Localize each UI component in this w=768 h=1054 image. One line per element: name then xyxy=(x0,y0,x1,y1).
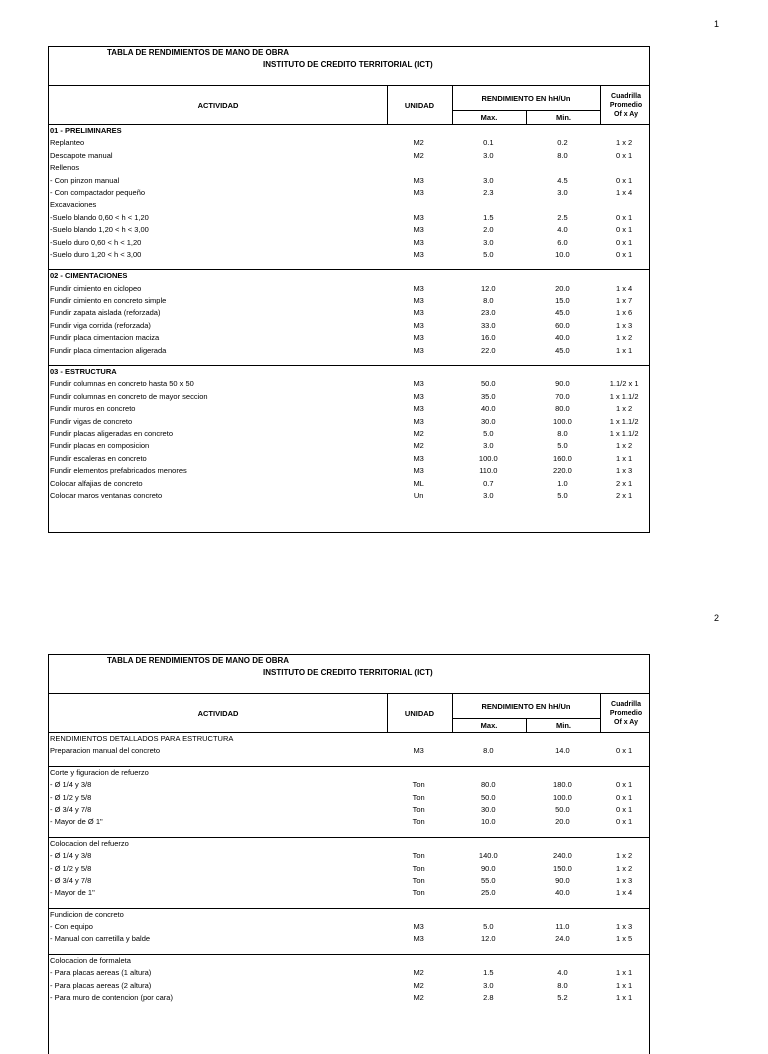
cell-max: 50.0 xyxy=(480,792,496,802)
cell-actividad: Replanteo xyxy=(50,138,85,148)
table-group xyxy=(49,733,649,767)
cell-unidad: M3 xyxy=(413,345,424,355)
cell-unidad: M2 xyxy=(413,150,424,160)
cell-min: 2.5 xyxy=(557,212,568,222)
cell-actividad: -Suelo blando 1,20 < h < 3,00 xyxy=(50,225,149,235)
table-row xyxy=(49,453,649,465)
page-number: 2 xyxy=(714,613,720,623)
cell-min: 40.0 xyxy=(555,888,570,898)
group-title: RENDIMIENTOS DETALLADOS PARA ESTRUCTURA xyxy=(50,734,234,743)
cell-actividad: - Ø 1/2 y 5/8 xyxy=(50,792,92,802)
cell-max: 22.0 xyxy=(480,345,496,355)
table-row xyxy=(49,804,649,816)
table-row xyxy=(49,137,649,149)
table-row xyxy=(49,224,649,236)
cell-cuadrilla: 1 x 1.1/2 xyxy=(609,416,639,426)
cell-cuadrilla: 0 x 1 xyxy=(615,792,633,802)
cell-cuadrilla: 1 x 2 xyxy=(615,441,633,451)
cell-cuadrilla: 1 x 4 xyxy=(615,888,633,898)
cell-max: 2.0 xyxy=(483,225,494,235)
cell-unidad xyxy=(386,199,451,211)
cell-actividad: - Con compactador pequeño xyxy=(50,187,146,197)
cell-cuadrilla: 1 x 4 xyxy=(615,283,633,293)
table-row xyxy=(49,212,649,224)
table-row xyxy=(49,745,649,757)
table-title: TABLA DE RENDIMIENTOS DE MANO DE OBRA xyxy=(107,656,290,665)
cell-min: 3.0 xyxy=(557,187,568,197)
cell-min: 60.0 xyxy=(555,320,570,330)
header-max: Max. xyxy=(452,111,527,124)
table-row xyxy=(49,863,649,875)
cell-max: 40.0 xyxy=(480,404,496,414)
cell-unidad: M3 xyxy=(413,308,424,318)
header-min: Min. xyxy=(527,111,601,124)
header-unidad: UNIDAD xyxy=(387,86,453,124)
cell-cuadrilla: 0 x 1 xyxy=(615,150,633,160)
group-title: 02 - CIMENTACIONES xyxy=(50,271,128,281)
group-title: Colocacion de formaleta xyxy=(50,955,131,965)
cell-max: 3.0 xyxy=(483,980,494,990)
table-row xyxy=(49,465,649,477)
cell-min: 220.0 xyxy=(553,466,572,476)
cell-unidad: M3 xyxy=(413,416,424,426)
cell-max: 33.0 xyxy=(480,320,496,330)
cell-min: 50.0 xyxy=(555,804,570,814)
table-group xyxy=(49,125,649,270)
table-row xyxy=(49,295,649,307)
table-row xyxy=(49,249,649,261)
cell-cuadrilla: 1 x 3 xyxy=(615,320,633,330)
cell-cuadrilla: 1 x 4 xyxy=(615,187,633,197)
cell-actividad: Colocar maros ventanas concreto xyxy=(50,490,163,500)
cell-cuadrilla: 1 x 3 xyxy=(615,466,633,476)
cell-unidad: M3 xyxy=(413,333,424,343)
cell-unidad: Ton xyxy=(412,817,425,827)
cell-min: 100.0 xyxy=(553,792,572,802)
cell-cuadrilla: 2 x 1 xyxy=(615,490,633,500)
cell-max: 25.0 xyxy=(480,888,496,898)
cell-max: 2.3 xyxy=(483,187,494,197)
cell-actividad: - Manual con carretilla y balde xyxy=(50,934,151,944)
cell-max: 50.0 xyxy=(480,379,496,389)
cell-max: 30.0 xyxy=(480,804,496,814)
table-row xyxy=(49,307,649,319)
cell-actividad: Fundir zapata aislada (reforzada) xyxy=(50,308,161,318)
cell-actividad: - Mayor de Ø 1" xyxy=(50,817,103,827)
cell-max: 8.0 xyxy=(483,296,494,306)
cell-unidad: M3 xyxy=(413,320,424,330)
cell-max: 8.0 xyxy=(483,746,494,756)
cell-unidad: Ton xyxy=(412,780,425,790)
cell-actividad: Fundir columnas en concreto hasta 50 x 50 xyxy=(50,379,194,389)
cell-max: 5.0 xyxy=(483,922,494,932)
cell-unidad: Ton xyxy=(412,792,425,802)
cell-cuadrilla xyxy=(599,162,649,174)
group-title-row xyxy=(49,125,649,137)
cell-max: 2.8 xyxy=(483,993,494,1003)
cell-unidad: M3 xyxy=(413,922,424,932)
cell-unidad: Ton xyxy=(412,863,425,873)
cell-max: 3.0 xyxy=(483,150,494,160)
header-cuadrilla-line: Cuadrilla xyxy=(611,700,641,708)
cell-unidad: M3 xyxy=(413,225,424,235)
cell-actividad: Fundir cimiento en concreto simple xyxy=(50,296,167,306)
cell-min: 6.0 xyxy=(557,237,568,247)
table-group xyxy=(49,270,649,366)
table-title: TABLA DE RENDIMIENTOS DE MANO DE OBRA xyxy=(107,48,290,57)
cell-min: 0.2 xyxy=(557,138,568,148)
cell-max: 90.0 xyxy=(480,863,496,873)
cell-actividad: Fundir muros en concreto xyxy=(50,404,136,414)
cell-unidad: M3 xyxy=(413,379,424,389)
cell-unidad: M3 xyxy=(413,237,424,247)
header-cuadrilla-line: Cuadrilla xyxy=(611,92,641,100)
cell-actividad: Fundir placas en composicion xyxy=(50,441,150,451)
cell-cuadrilla: 0 x 1 xyxy=(615,804,633,814)
cell-unidad: M3 xyxy=(413,175,424,185)
table-header xyxy=(49,86,649,125)
cell-cuadrilla: 1 x 1 xyxy=(615,980,633,990)
page-number: 1 xyxy=(714,19,720,29)
cell-actividad: Fundir escaleras en concreto xyxy=(50,453,147,463)
cell-unidad: M3 xyxy=(413,934,424,944)
cell-cuadrilla: 1 x 7 xyxy=(615,296,633,306)
cell-min: 24.0 xyxy=(555,934,570,944)
cell-min: 8.0 xyxy=(557,428,568,438)
cell-unidad: M2 xyxy=(413,968,424,978)
group-title-row xyxy=(49,838,649,850)
cell-actividad: Rellenos xyxy=(50,163,80,173)
cell-cuadrilla: 1 x 3 xyxy=(615,875,633,885)
cell-actividad: Fundir placa cimentacion aligerada xyxy=(50,345,167,355)
header-max: Max. xyxy=(452,719,527,732)
cell-actividad: - Ø 3/4 y 7/8 xyxy=(50,875,92,885)
cell-cuadrilla: 1 x 2 xyxy=(615,138,633,148)
table-row xyxy=(49,967,649,979)
cell-cuadrilla: 1 x 3 xyxy=(615,922,633,932)
cell-unidad: Ton xyxy=(412,875,425,885)
group-title: 03 - ESTRUCTURA xyxy=(50,367,117,377)
cell-min: 15.0 xyxy=(555,296,570,306)
table-group xyxy=(49,955,649,1013)
header-cuadrilla-line: Of x Ay xyxy=(614,110,638,118)
cell-cuadrilla: 1 x 2 xyxy=(615,851,633,861)
cell-unidad: M3 xyxy=(413,249,424,259)
cell-max: 23.0 xyxy=(480,308,496,318)
cell-actividad: - Ø 3/4 y 7/8 xyxy=(50,804,92,814)
table-row xyxy=(49,921,649,933)
cell-actividad: -Suelo duro 1,20 < h < 3,00 xyxy=(50,249,142,259)
cell-min: 160.0 xyxy=(553,453,572,463)
table-row xyxy=(49,440,649,452)
cell-cuadrilla: 2 x 1 xyxy=(615,478,633,488)
cell-cuadrilla: 0 x 1 xyxy=(615,249,633,259)
cell-actividad: - Para muro de contencion (por cara) xyxy=(50,993,173,1003)
cell-actividad: Fundir columnas en concreto de mayor seccion xyxy=(50,391,208,401)
header-rendimiento: RENDIMIENTO EN hH/Un xyxy=(452,86,601,111)
cell-cuadrilla: 1 x 1.1/2 xyxy=(609,391,639,401)
cell-actividad: - Con equipo xyxy=(50,922,93,932)
cell-max: 3.0 xyxy=(483,441,494,451)
cell-unidad: M3 xyxy=(413,453,424,463)
cell-min: 100.0 xyxy=(553,416,572,426)
cell-min: 8.0 xyxy=(557,150,568,160)
cell-max: 16.0 xyxy=(480,333,496,343)
cell-actividad: -Suelo duro 0,60 < h < 1,20 xyxy=(50,237,142,247)
cell-max: 5.0 xyxy=(483,428,494,438)
table-row xyxy=(49,187,649,199)
cell-max xyxy=(451,162,526,174)
table-row xyxy=(49,779,649,791)
cell-unidad: Un xyxy=(413,490,424,500)
cell-actividad: - Ø 1/2 y 5/8 xyxy=(50,863,92,873)
table-sheet-2 xyxy=(48,654,650,1054)
cell-max: 1.5 xyxy=(483,212,494,222)
cell-actividad: - Para placas aereas (1 altura) xyxy=(50,968,152,978)
header-cuadrilla-line: Promedio xyxy=(609,101,643,109)
table-row xyxy=(49,792,649,804)
table-row xyxy=(49,416,649,428)
cell-actividad: Fundir placas aligeradas en concreto xyxy=(50,428,173,438)
cell-max: 0.1 xyxy=(483,138,494,148)
cell-cuadrilla: 1 x 1 xyxy=(615,993,633,1003)
cell-cuadrilla: 0 x 1 xyxy=(615,780,633,790)
cell-unidad: Ton xyxy=(412,804,425,814)
cell-min: 90.0 xyxy=(555,379,570,389)
cell-unidad: M3 xyxy=(413,404,424,414)
cell-cuadrilla: 1 x 2 xyxy=(615,863,633,873)
cell-min: 5.0 xyxy=(557,441,568,451)
table-row xyxy=(49,199,649,211)
table-row xyxy=(49,175,649,187)
cell-min: 20.0 xyxy=(555,817,570,827)
cell-min: 45.0 xyxy=(555,308,570,318)
cell-min: 40.0 xyxy=(555,333,570,343)
cell-cuadrilla: 0 x 1 xyxy=(615,175,633,185)
cell-actividad: Descapote manual xyxy=(50,150,113,160)
cell-unidad: M3 xyxy=(413,466,424,476)
cell-actividad: Fundir cimiento en ciclopeo xyxy=(50,283,142,293)
cell-actividad: -Suelo blando 0,60 < h < 1,20 xyxy=(50,212,149,222)
cell-cuadrilla: 0 x 1 xyxy=(615,225,633,235)
cell-actividad: - Ø 1/4 y 3/8 xyxy=(50,851,92,861)
cell-min: 45.0 xyxy=(555,345,570,355)
cell-cuadrilla: 1 x 2 xyxy=(615,404,633,414)
table-subtitle: INSTITUTO DE CREDITO TERRITORIAL (ICT) xyxy=(263,60,433,69)
header-cuadrilla-line: Promedio xyxy=(609,709,643,717)
cell-cuadrilla xyxy=(599,199,649,211)
cell-min: 240.0 xyxy=(553,851,572,861)
cell-cuadrilla: 0 x 1 xyxy=(615,237,633,247)
cell-actividad: Colocar alfajias de concreto xyxy=(50,478,143,488)
cell-min: 5.2 xyxy=(557,993,568,1003)
table-row xyxy=(49,980,649,992)
table-title-block xyxy=(49,655,649,694)
cell-max xyxy=(451,199,526,211)
cell-max: 110.0 xyxy=(479,466,498,476)
cell-unidad: M3 xyxy=(413,746,424,756)
table-row xyxy=(49,332,649,344)
cell-unidad: Ton xyxy=(412,888,425,898)
cell-unidad: M3 xyxy=(413,296,424,306)
cell-min: 1.0 xyxy=(557,478,568,488)
table-row xyxy=(49,391,649,403)
cell-min: 14.0 xyxy=(555,746,570,756)
group-title: Colocacion del refuerzo xyxy=(50,838,129,848)
cell-max: 12.0 xyxy=(480,283,496,293)
table-header xyxy=(49,694,649,733)
cell-max: 10.0 xyxy=(480,817,496,827)
cell-min: 70.0 xyxy=(555,391,570,401)
group-title-row xyxy=(49,909,649,921)
group-title-row xyxy=(49,366,649,378)
cell-max: 3.0 xyxy=(483,237,494,247)
header-actividad: ACTIVIDAD xyxy=(49,694,388,732)
cell-max: 5.0 xyxy=(483,249,494,259)
table-row xyxy=(49,887,649,899)
table-row xyxy=(49,428,649,440)
table-row xyxy=(49,378,649,390)
cell-cuadrilla: 1 x 1 xyxy=(615,453,633,463)
cell-min: 180.0 xyxy=(553,780,572,790)
cell-actividad: Fundir vigas de concreto xyxy=(50,416,133,426)
cell-unidad: ML xyxy=(413,478,424,488)
table-row xyxy=(49,283,649,295)
table-sheet-1 xyxy=(48,46,650,533)
cell-min: 150.0 xyxy=(553,863,572,873)
cell-min: 20.0 xyxy=(555,283,570,293)
cell-unidad xyxy=(386,162,451,174)
table-row xyxy=(49,320,649,332)
table-row xyxy=(49,875,649,887)
table-row xyxy=(49,150,649,162)
cell-unidad: M2 xyxy=(413,428,424,438)
cell-min: 11.0 xyxy=(555,922,570,932)
cell-min: 80.0 xyxy=(555,404,570,414)
header-min: Min. xyxy=(527,719,601,732)
cell-min: 10.0 xyxy=(555,249,570,259)
table-group xyxy=(49,366,649,510)
table-row xyxy=(49,933,649,945)
cell-max: 3.0 xyxy=(483,490,494,500)
cell-cuadrilla: 1 x 5 xyxy=(615,934,633,944)
cell-cuadrilla: 0 x 1 xyxy=(615,746,633,756)
cell-actividad: Fundir viga corrida (reforzada) xyxy=(50,320,151,330)
table-group xyxy=(49,838,649,909)
cell-cuadrilla: 1 x 1.1/2 xyxy=(609,428,639,438)
header-cuadrilla xyxy=(601,86,651,124)
cell-cuadrilla: 1.1/2 x 1 xyxy=(609,379,639,389)
table-row xyxy=(49,345,649,357)
cell-max: 140.0 xyxy=(478,851,498,861)
cell-actividad: Excavaciones xyxy=(50,200,97,210)
cell-min: 4.5 xyxy=(557,175,568,185)
cell-cuadrilla: 0 x 1 xyxy=(615,212,633,222)
cell-max: 100.0 xyxy=(478,453,498,463)
cell-actividad: Fundir elementos prefabricados menores xyxy=(50,466,187,476)
cell-actividad: - Ø 1/4 y 3/8 xyxy=(50,780,92,790)
cell-actividad: - Mayor de 1" xyxy=(50,888,95,898)
group-title-row xyxy=(49,767,649,779)
table-group xyxy=(49,909,649,955)
table-row xyxy=(49,816,649,828)
table-group xyxy=(49,767,649,838)
cell-min: 4.0 xyxy=(557,225,568,235)
cell-actividad: - Para placas aereas (2 altura) xyxy=(50,980,152,990)
cell-actividad: - Con pinzon manual xyxy=(50,175,120,185)
cell-max: 12.0 xyxy=(480,934,496,944)
cell-max: 1.5 xyxy=(483,968,494,978)
cell-max: 80.0 xyxy=(480,780,496,790)
cell-cuadrilla: 0 x 1 xyxy=(615,817,633,827)
cell-min: 90.0 xyxy=(555,875,570,885)
cell-max: 0.7 xyxy=(483,478,494,488)
cell-cuadrilla: 1 x 1 xyxy=(615,345,633,355)
group-title: Corte y figuracion de refuerzo xyxy=(50,767,149,777)
cell-unidad: M2 xyxy=(413,441,424,451)
cell-max: 35.0 xyxy=(480,391,496,401)
cell-max: 30.0 xyxy=(480,416,496,426)
group-title-row xyxy=(49,733,649,745)
table-title-block xyxy=(49,47,649,86)
header-rendimiento: RENDIMIENTO EN hH/Un xyxy=(452,694,601,719)
table-row xyxy=(49,237,649,249)
table-row xyxy=(49,162,649,174)
cell-unidad: M3 xyxy=(413,187,424,197)
cell-unidad: Ton xyxy=(412,851,425,861)
cell-actividad: Preparacion manual del concreto xyxy=(50,746,161,756)
cell-max: 3.0 xyxy=(483,175,494,185)
cell-unidad: M3 xyxy=(413,391,424,401)
table-row xyxy=(49,992,649,1004)
cell-unidad: M2 xyxy=(413,138,424,148)
cell-min xyxy=(526,162,600,174)
group-title: 01 - PRELIMINARES xyxy=(50,126,122,135)
group-title-row xyxy=(49,955,649,967)
group-title: Fundicion de concreto xyxy=(50,909,124,919)
cell-actividad: Fundir placa cimentacion maciza xyxy=(50,333,160,343)
cell-min xyxy=(526,199,600,211)
table-row xyxy=(49,490,649,502)
table-row xyxy=(49,403,649,415)
cell-max: 55.0 xyxy=(480,875,496,885)
cell-cuadrilla: 1 x 2 xyxy=(615,333,633,343)
header-cuadrilla xyxy=(601,694,651,732)
cell-min: 8.0 xyxy=(557,980,568,990)
cell-cuadrilla: 1 x 1 xyxy=(615,968,633,978)
cell-unidad: M2 xyxy=(413,993,424,1003)
cell-cuadrilla: 1 x 6 xyxy=(615,308,633,318)
cell-unidad: M3 xyxy=(413,212,424,222)
cell-min: 5.0 xyxy=(557,490,568,500)
table-row xyxy=(49,478,649,490)
header-unidad: UNIDAD xyxy=(387,694,453,732)
table-row xyxy=(49,850,649,862)
cell-unidad: M2 xyxy=(413,980,424,990)
cell-min: 4.0 xyxy=(557,968,568,978)
group-title-row xyxy=(49,270,649,282)
cell-unidad: M3 xyxy=(413,283,424,293)
table-subtitle: INSTITUTO DE CREDITO TERRITORIAL (ICT) xyxy=(263,668,433,677)
header-actividad: ACTIVIDAD xyxy=(49,86,388,124)
header-cuadrilla-line: Of x Ay xyxy=(614,718,638,726)
